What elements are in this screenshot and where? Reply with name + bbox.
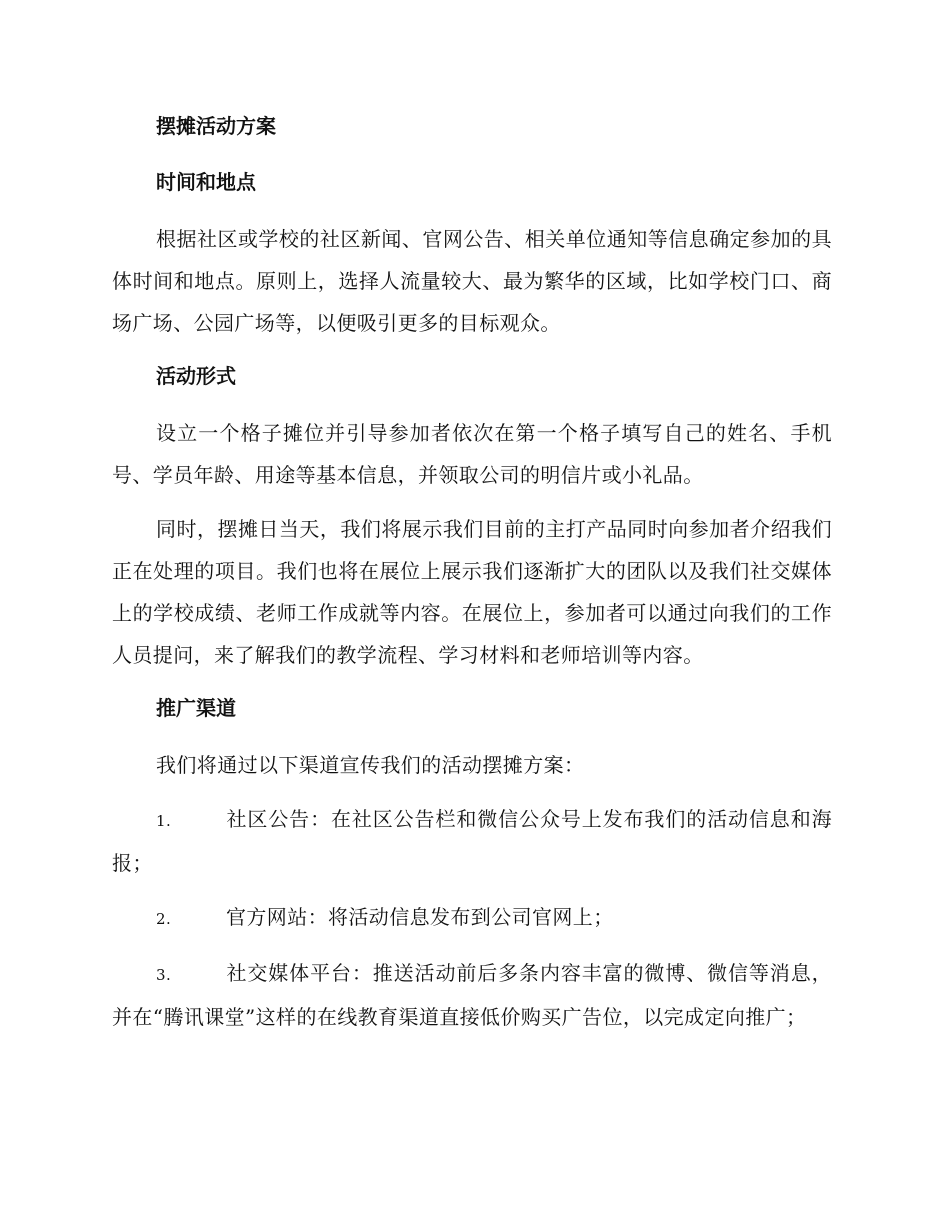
list-item (112, 896, 832, 940)
paragraph: 我们将通过以下渠道宣传我们的活动摆摊方案： (156, 753, 585, 777)
list-item (112, 798, 832, 884)
section-heading-activity-form: 活动形式 (156, 364, 236, 388)
list-item (112, 952, 832, 1038)
list-number: 2. (156, 910, 172, 928)
document-page (112, 106, 832, 1050)
list-item-text: 社交媒体平台：推送活动前后多条内容丰富的微博、微信等消息，并在“腾讯课堂”这样的在线教育渠道直接低价购买广告位，以完成定向推广； (112, 961, 832, 1029)
paragraph: 根据社区或学校的社区新闻、官网公告、相关单位通知等信息确定参加的具体时间和地点。原则上，选择人流量较大、最为繁华的区域，比如学校门口、商场广场、公园广场等，以便吸引更多的目标观众。 (112, 227, 832, 335)
list-item-text: 社区公告：在社区公告栏和微信公众号上发布我们的活动信息和海报； (112, 807, 832, 875)
list-number: 1. (156, 812, 172, 830)
section-heading-promotion-channels: 推广渠道 (156, 696, 236, 720)
list-item-text: 官方网站：将活动信息发布到公司官网上； (226, 905, 614, 929)
document-title: 摆摊活动方案 (156, 114, 276, 138)
section-heading-time-location: 时间和地点 (156, 170, 256, 194)
paragraph: 同时，摆摊日当天，我们将展示我们目前的主打产品同时向参加者介绍我们正在处理的项目。我们也将在展位上展示我们逐渐扩大的团队以及我们社交媒体上的学校成绩、老师工作成就等内容。在展位上，参加者可以通过向我们的工作人员提问，来了解我们的教学流程、学习材料和老师培训等内容。 (112, 517, 832, 667)
list-number: 3. (156, 966, 172, 984)
paragraph: 设立一个格子摊位并引导参加者依次在第一个格子填写自己的姓名、手机号、学员年龄、用途等基本信息，并领取公司的明信片或小礼品。 (112, 421, 832, 487)
